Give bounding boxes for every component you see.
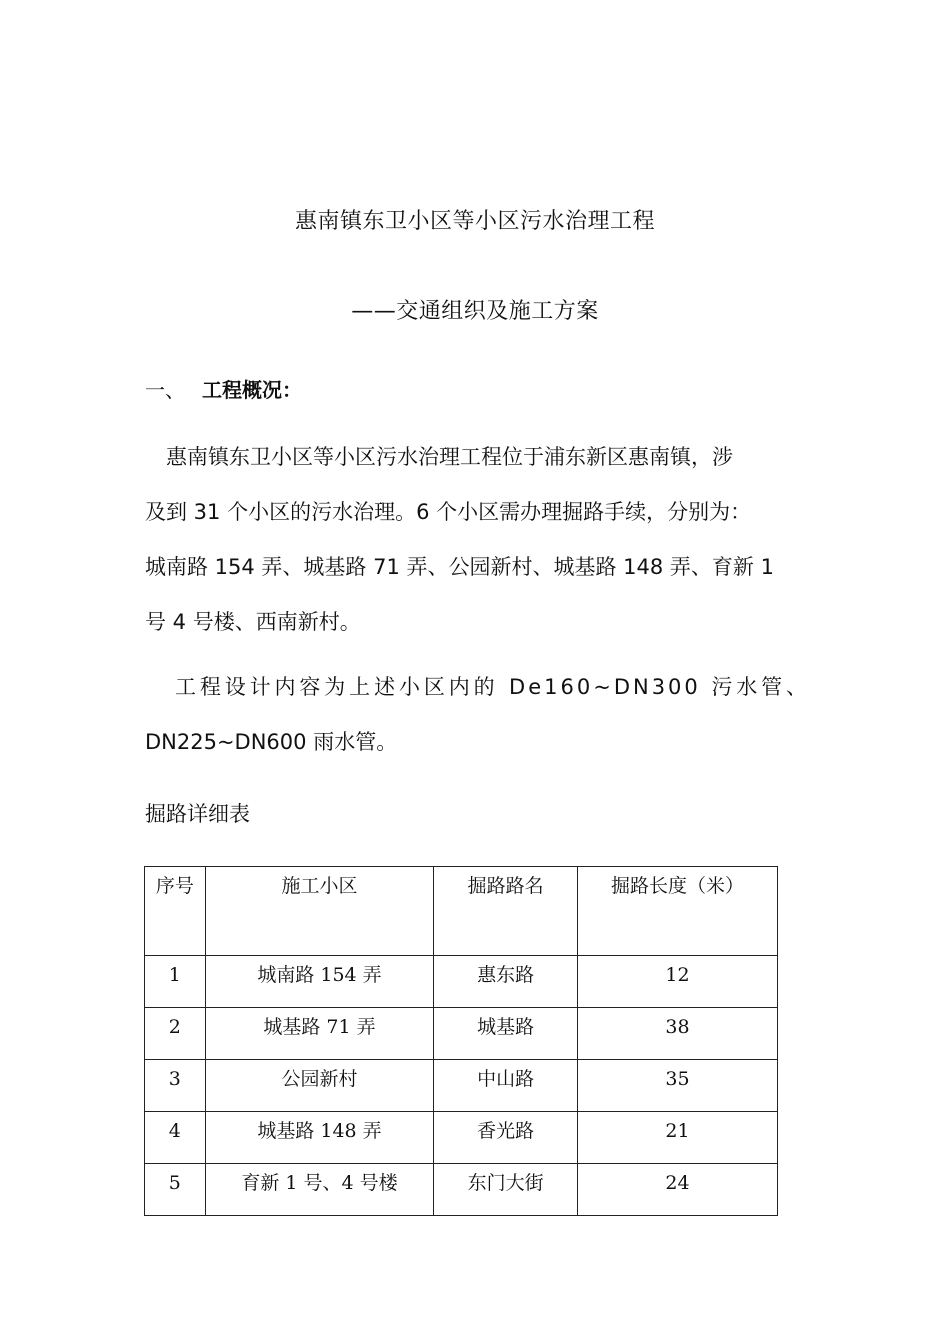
cell-road: 东门大街 bbox=[434, 1164, 578, 1216]
cell-site: 城南路 154 弄 bbox=[205, 956, 434, 1008]
document-title: 惠南镇东卫小区等小区污水治理工程 bbox=[294, 209, 655, 234]
table-caption: 掘路详细表 bbox=[145, 802, 250, 826]
paragraph-line: 工程设计内容为上述小区内的 De160~DN300 污水管、 bbox=[175, 675, 810, 699]
paragraph-line: 惠南镇东卫小区等小区污水治理工程位于浦东新区惠南镇，涉 bbox=[166, 445, 733, 469]
cell-site: 城基路 71 弄 bbox=[205, 1008, 434, 1060]
table-row bbox=[145, 1112, 778, 1164]
section-heading-overview bbox=[145, 374, 302, 403]
cell-no: 5 bbox=[145, 1164, 206, 1216]
cell-no: 3 bbox=[145, 1060, 206, 1112]
section-number: 一、 bbox=[145, 378, 185, 402]
table-header-row bbox=[145, 867, 778, 956]
paragraph-line: 城南路 154 弄、城基路 71 弄、公园新村、城基路 148 弄、育新 1 bbox=[145, 555, 774, 579]
cell-road: 中山路 bbox=[434, 1060, 578, 1112]
table-row bbox=[145, 1008, 778, 1060]
cell-no: 2 bbox=[145, 1008, 206, 1060]
header-road: 掘路路名 bbox=[434, 867, 578, 956]
cell-road: 香光路 bbox=[434, 1112, 578, 1164]
cell-road: 惠东路 bbox=[434, 956, 578, 1008]
road-excavation-table bbox=[144, 866, 778, 1216]
header-length: 掘路长度（米） bbox=[577, 867, 777, 956]
paragraph-line: 及到 31 个小区的污水治理。6 个小区需办理掘路手续，分别为： bbox=[145, 500, 752, 524]
cell-site: 城基路 148 弄 bbox=[205, 1112, 434, 1164]
cell-length: 21 bbox=[577, 1112, 777, 1164]
table-row bbox=[145, 1164, 778, 1216]
cell-site: 公园新村 bbox=[205, 1060, 434, 1112]
header-no: 序号 bbox=[145, 867, 206, 956]
cell-length: 12 bbox=[577, 956, 777, 1008]
overview-paragraph bbox=[145, 430, 810, 650]
paragraph-line: 号 4 号楼、西南新村。 bbox=[145, 610, 361, 634]
cell-length: 24 bbox=[577, 1164, 777, 1216]
header-site: 施工小区 bbox=[205, 867, 434, 956]
paragraph-line: DN225~DN600 雨水管。 bbox=[145, 730, 398, 754]
section-title: 工程概况： bbox=[202, 378, 302, 402]
design-paragraph bbox=[145, 660, 810, 770]
cell-road: 城基路 bbox=[434, 1008, 578, 1060]
cell-length: 38 bbox=[577, 1008, 777, 1060]
table-row bbox=[145, 1060, 778, 1112]
cell-no: 1 bbox=[145, 956, 206, 1008]
cell-no: 4 bbox=[145, 1112, 206, 1164]
table-row bbox=[145, 956, 778, 1008]
document-subtitle: ——交通组织及施工方案 bbox=[351, 299, 599, 324]
cell-length: 35 bbox=[577, 1060, 777, 1112]
cell-site: 育新 1 号、4 号楼 bbox=[205, 1164, 434, 1216]
